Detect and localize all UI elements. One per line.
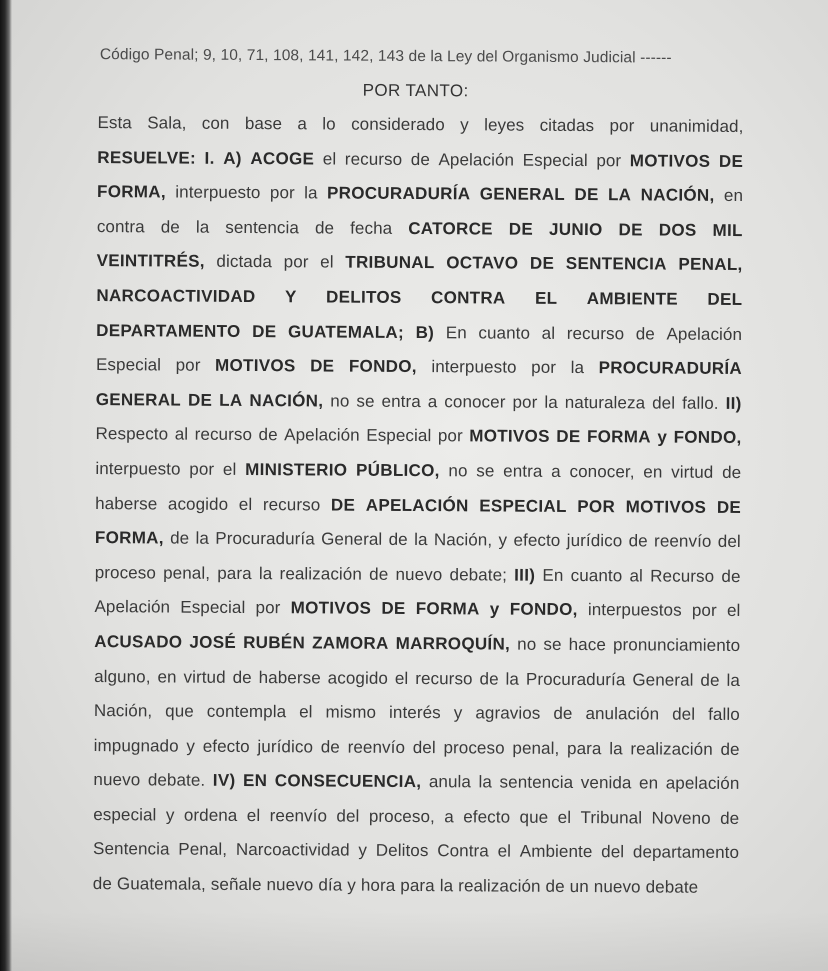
word: debate. <box>147 770 206 791</box>
bold-word: JUNIO <box>549 219 603 239</box>
word: cuanto <box>478 322 531 343</box>
word: para <box>217 563 252 583</box>
word: conocer, <box>569 461 635 482</box>
word: departamento <box>632 842 740 863</box>
paragraph-line <box>86 348 742 387</box>
word: anulación <box>585 704 660 724</box>
word: efecto <box>202 736 250 756</box>
word: virtud <box>671 462 714 482</box>
bold-word: ESPECIAL <box>479 495 567 516</box>
word: el <box>497 841 512 862</box>
bold-word: PÚBLICO, <box>356 460 440 481</box>
word: y <box>347 875 356 895</box>
word: contra <box>96 216 145 237</box>
bold-word: DE <box>618 220 643 240</box>
word: Especial <box>522 150 588 170</box>
bold-word: NARCOACTIVIDAD <box>96 286 256 306</box>
bold-word: GUATEMALA; <box>287 321 405 342</box>
bold-word: CONTRA <box>430 288 506 308</box>
word: realización <box>279 563 363 584</box>
word: a <box>444 807 454 827</box>
word: acogido <box>167 494 229 514</box>
bold-word: GENERAL <box>95 389 182 410</box>
bold-word: CATORCE <box>408 218 493 239</box>
bold-word: FORMA <box>415 599 480 619</box>
word: ordena <box>183 805 238 825</box>
paragraph-line <box>87 106 743 145</box>
bold-word: GENERAL <box>479 184 566 205</box>
bold-word: EN <box>242 771 268 791</box>
word: en <box>157 666 177 687</box>
word: agravios <box>475 703 541 723</box>
word: de <box>92 874 113 894</box>
word: el <box>726 601 741 621</box>
word: Noveno <box>651 808 711 828</box>
word: por <box>609 116 635 136</box>
word: y <box>165 805 175 825</box>
word: de <box>553 703 573 724</box>
word: el <box>222 459 237 479</box>
word: por <box>596 150 622 170</box>
word: cuanto <box>570 565 623 585</box>
word: realización <box>458 876 541 896</box>
word: Narcoactividad <box>235 840 350 861</box>
word: Apelación <box>284 425 360 446</box>
word: del <box>652 393 676 413</box>
word: por <box>691 601 717 621</box>
bold-word: DE <box>574 185 599 205</box>
word: venida <box>580 773 632 793</box>
word: la <box>505 669 520 689</box>
word: el <box>320 252 334 272</box>
word: el <box>238 494 253 514</box>
word: dictada <box>216 252 273 272</box>
paragraph-line <box>87 244 743 283</box>
word: lo <box>322 114 336 134</box>
bold-word: APELACIÓN <box>365 495 469 515</box>
bold-word: ZAMORA <box>312 633 389 653</box>
word: recurso <box>566 323 625 343</box>
bold-word: ACOGE <box>250 148 315 168</box>
bold-word: ACUSADO <box>94 631 183 652</box>
word: penal, <box>163 563 211 583</box>
word: Procuraduría <box>525 669 626 689</box>
word: el <box>299 702 313 722</box>
paragraph-line <box>86 279 742 318</box>
paragraph-line <box>83 867 739 906</box>
word: apelación <box>665 773 740 794</box>
bold-word: CONSECUENCIA, <box>274 771 422 792</box>
word: recurso <box>415 668 473 688</box>
word: citadas <box>539 115 595 136</box>
bold-word: DE <box>187 390 213 410</box>
word: un <box>569 877 589 897</box>
word: y <box>186 736 196 756</box>
paragraph-line <box>85 556 741 595</box>
bold-word: PENAL, <box>678 254 743 275</box>
paragraph-line <box>83 798 739 837</box>
word: la <box>258 563 273 583</box>
word: haberse <box>258 667 321 687</box>
bold-word: A) <box>223 148 242 168</box>
paragraph-line <box>84 659 740 698</box>
bold-word: LA <box>607 185 632 205</box>
word: Especial <box>180 597 246 618</box>
word: de <box>258 425 278 445</box>
bold-word: III) <box>514 565 536 585</box>
word: al <box>629 566 644 586</box>
word: acogido <box>327 667 389 688</box>
word: jurídico <box>566 531 623 551</box>
word: interpuesto <box>175 182 261 203</box>
bold-word: NACIÓN, <box>640 185 715 206</box>
bold-word: MOTIVOS <box>290 598 372 619</box>
word: fallo. <box>682 393 719 413</box>
word: considerado <box>351 114 445 135</box>
word: Recurso <box>650 566 715 586</box>
bold-word: NACIÓN, <box>249 390 324 411</box>
word: por <box>189 459 215 479</box>
word: Respecto <box>95 424 169 444</box>
word: señale <box>210 874 262 895</box>
word: de <box>170 528 190 548</box>
word: con <box>201 113 230 133</box>
word: de <box>320 737 340 757</box>
bold-word: SENTENCIA <box>565 254 667 274</box>
word: el <box>557 807 572 827</box>
word: Especial <box>366 426 432 446</box>
word: a <box>297 114 308 134</box>
bold-word: FORMA <box>586 427 651 447</box>
word: interpuesto <box>95 458 181 479</box>
word: Tribunal <box>580 807 643 828</box>
bold-word: PROCURADURÍA <box>598 358 743 379</box>
bold-word: VEINTITRÉS, <box>96 251 205 272</box>
word: penal, <box>512 738 560 758</box>
word: no <box>330 391 350 411</box>
resolution-paragraph <box>83 106 744 906</box>
bold-word: Y <box>284 287 297 307</box>
word: interpuesto <box>431 357 517 377</box>
word: de <box>635 323 655 344</box>
word: nuevo <box>93 770 141 790</box>
word: reenvío <box>269 805 328 826</box>
word: para <box>400 875 435 896</box>
word: en <box>723 186 744 206</box>
word: de <box>479 668 499 689</box>
word: por <box>437 426 463 446</box>
word: Contra <box>437 841 489 861</box>
word: unanimidad, <box>649 116 744 137</box>
word: Nación, <box>93 701 153 721</box>
word: impugnado <box>93 735 179 756</box>
bold-word: II) <box>725 393 742 413</box>
word: leyes <box>484 115 525 135</box>
word: Ambiente <box>519 842 593 862</box>
bold-word: IV) <box>212 771 236 791</box>
word: Sala, <box>147 113 187 133</box>
word: recurso <box>262 494 321 514</box>
word: por <box>512 392 538 412</box>
word: debate <box>645 877 699 897</box>
word: de <box>232 667 252 687</box>
word: contempla <box>206 701 287 722</box>
word: haberse <box>95 493 158 513</box>
bold-word: FORMA, <box>94 528 164 548</box>
word: En <box>542 565 564 585</box>
word: efecto <box>463 807 511 827</box>
word: por <box>255 598 281 618</box>
bold-word: DEPARTAMENTO <box>96 320 241 341</box>
word: a <box>551 461 561 481</box>
page-left-edge-shadow <box>0 0 12 971</box>
word: Delitos <box>375 841 429 861</box>
word: recurso <box>344 149 403 169</box>
bold-word: MINISTERIO <box>245 459 348 480</box>
word: nuevo <box>395 564 443 584</box>
bold-word: MOTIVOS <box>469 426 550 447</box>
bold-word: RESUELVE: <box>97 147 197 168</box>
word: proceso, <box>368 806 435 827</box>
word: y <box>498 530 508 550</box>
word: que <box>519 807 549 827</box>
paragraph-line <box>85 521 741 560</box>
word: General <box>632 669 694 690</box>
bold-word: I. <box>204 148 215 168</box>
word: por <box>175 355 201 375</box>
section-title: POR TANTO: <box>362 80 469 101</box>
word: por <box>283 252 309 272</box>
word: Procuraduría <box>215 528 315 549</box>
word: General <box>321 529 383 549</box>
bold-word: DOS <box>658 220 697 240</box>
word: la <box>195 217 210 237</box>
bold-word: FONDO, <box>673 427 742 448</box>
word: se <box>356 391 375 411</box>
word: al <box>541 323 556 343</box>
bold-word: DE <box>718 151 744 171</box>
word: nuevo <box>593 877 641 897</box>
word: de <box>545 876 565 896</box>
word: del <box>336 806 360 826</box>
word: sentencia <box>499 772 574 793</box>
paragraph-line <box>86 383 742 422</box>
word: realización <box>630 739 713 759</box>
word: de <box>410 149 430 169</box>
word: la <box>304 183 318 203</box>
word: Nación, <box>433 530 493 550</box>
document-body <box>83 38 744 906</box>
paragraph-line <box>84 625 740 664</box>
word: hora <box>360 875 396 895</box>
word: entra <box>503 461 543 481</box>
word: reenvío <box>654 531 712 551</box>
word: para <box>567 738 602 758</box>
bold-word: AMBIENTE <box>586 289 679 309</box>
paragraph-line <box>84 590 740 629</box>
bold-word: y <box>657 427 668 447</box>
bold-word: DE <box>381 599 406 619</box>
word: al <box>174 424 189 444</box>
word: Guatemala, <box>116 874 206 894</box>
bold-word: POR <box>577 496 616 516</box>
bold-word: PROCURADURÍA <box>326 183 471 204</box>
word: se <box>476 461 495 481</box>
word: de <box>160 217 180 237</box>
bold-word: TRIBUNAL <box>345 252 435 273</box>
paragraph-line <box>85 487 741 526</box>
word: de <box>720 808 740 828</box>
word: de <box>722 462 742 482</box>
word: proceso <box>443 737 505 758</box>
word: nuevo <box>266 875 314 895</box>
bold-word: MIL <box>712 220 743 240</box>
word: de <box>369 564 389 584</box>
word: naturaleza <box>564 392 646 413</box>
word: Esta <box>97 113 132 133</box>
paragraph-line <box>87 175 743 214</box>
word: de <box>628 531 648 551</box>
word: En <box>445 322 467 342</box>
word: del <box>601 842 625 862</box>
word: y <box>453 703 463 723</box>
word: anula <box>428 772 472 792</box>
bold-word: DE <box>556 427 581 447</box>
paragraph-line <box>86 314 742 353</box>
word: del <box>412 737 436 757</box>
word: del <box>672 704 696 724</box>
bold-word: y <box>489 599 500 619</box>
paragraph-line <box>83 832 739 871</box>
bold-word: FONDO, <box>509 599 578 620</box>
word: por <box>531 357 557 378</box>
word: sentencia <box>225 217 300 238</box>
word: a <box>427 391 438 411</box>
word: la <box>414 530 428 550</box>
bold-word: JOSÉ <box>189 632 237 652</box>
word: la <box>478 772 493 792</box>
word: y <box>358 841 368 861</box>
word: Apelación <box>94 597 171 617</box>
word: de <box>700 670 720 690</box>
bold-word: MOTIVOS <box>625 496 707 517</box>
bottom-shading <box>0 911 828 971</box>
word: Apelación <box>438 149 515 170</box>
word: la <box>439 876 454 896</box>
bold-word: MOTIVOS <box>215 355 296 376</box>
word: Especial <box>95 355 162 375</box>
word: del <box>717 531 741 552</box>
word: por <box>269 183 295 203</box>
bold-word: DELITOS <box>326 287 402 307</box>
word: de <box>388 529 408 550</box>
word: de <box>721 566 741 586</box>
bold-word: DEL <box>707 289 743 309</box>
word: entra <box>381 391 421 411</box>
word: que <box>165 701 194 721</box>
bold-word: DE <box>310 356 335 376</box>
word: fecha <box>350 218 393 238</box>
word: especial <box>93 804 157 825</box>
paragraph-line <box>87 141 743 180</box>
bold-word: DE <box>252 321 277 341</box>
word: mismo <box>325 702 377 722</box>
bold-word: MARROQUÍN, <box>395 633 511 654</box>
word: la <box>570 358 585 378</box>
paragraph-line <box>85 417 741 456</box>
word: en <box>643 462 663 482</box>
word: Penal, <box>178 840 228 860</box>
bold-word: DE <box>508 219 534 239</box>
bold-word: OCTAVO <box>446 253 519 274</box>
word: el <box>246 805 261 825</box>
bold-word: DE <box>330 495 356 515</box>
bold-word: DE <box>529 254 555 274</box>
bold-word: MOTIVOS <box>629 150 711 171</box>
word: la <box>609 738 623 758</box>
word: la <box>195 528 210 548</box>
word: reenvío <box>347 737 406 757</box>
word: el <box>394 668 409 688</box>
word: no <box>448 461 468 481</box>
bold-word: FORMA, <box>97 182 166 202</box>
paragraph-line <box>85 452 741 491</box>
legal-references-line: Código Penal; 9, 10, 71, 108, 141, 142, 143 de la Ley del Organismo Judicial ------ <box>99 46 672 67</box>
word: recurso <box>194 425 253 445</box>
word: Sentencia <box>92 839 170 859</box>
word: el <box>322 149 337 169</box>
bold-word: DE <box>716 497 742 517</box>
word: debate; <box>449 564 508 585</box>
bold-word: RUBÉN <box>243 632 306 653</box>
bold-word: B) <box>415 322 435 342</box>
word: se <box>543 634 562 654</box>
word: alguno, <box>94 666 151 686</box>
paragraph-line <box>84 694 740 733</box>
word: interpuestos <box>587 600 682 620</box>
word: pronunciamiento <box>612 635 741 655</box>
word: día <box>318 875 343 895</box>
bold-word: EL <box>534 288 558 308</box>
word: conocer <box>444 391 506 412</box>
word: de <box>314 218 335 238</box>
word: hace <box>568 634 606 655</box>
word: la <box>726 670 740 690</box>
word: Apelación <box>666 324 743 344</box>
paragraph-line <box>87 210 743 249</box>
paragraph-line <box>84 729 740 768</box>
word: de <box>720 739 740 759</box>
word: base <box>244 113 283 134</box>
word: en <box>639 773 659 793</box>
word: no <box>517 634 537 654</box>
word: proceso <box>94 562 156 583</box>
word: y <box>460 115 469 135</box>
word: virtud <box>183 667 226 687</box>
word: fallo <box>708 704 740 725</box>
word: efecto <box>513 530 561 551</box>
word: jurídico <box>257 736 314 757</box>
bold-word: FONDO, <box>348 356 417 377</box>
bold-word: LA <box>219 390 243 410</box>
paragraph-line <box>83 763 739 802</box>
word: la <box>544 392 558 412</box>
word: interés <box>389 702 441 723</box>
